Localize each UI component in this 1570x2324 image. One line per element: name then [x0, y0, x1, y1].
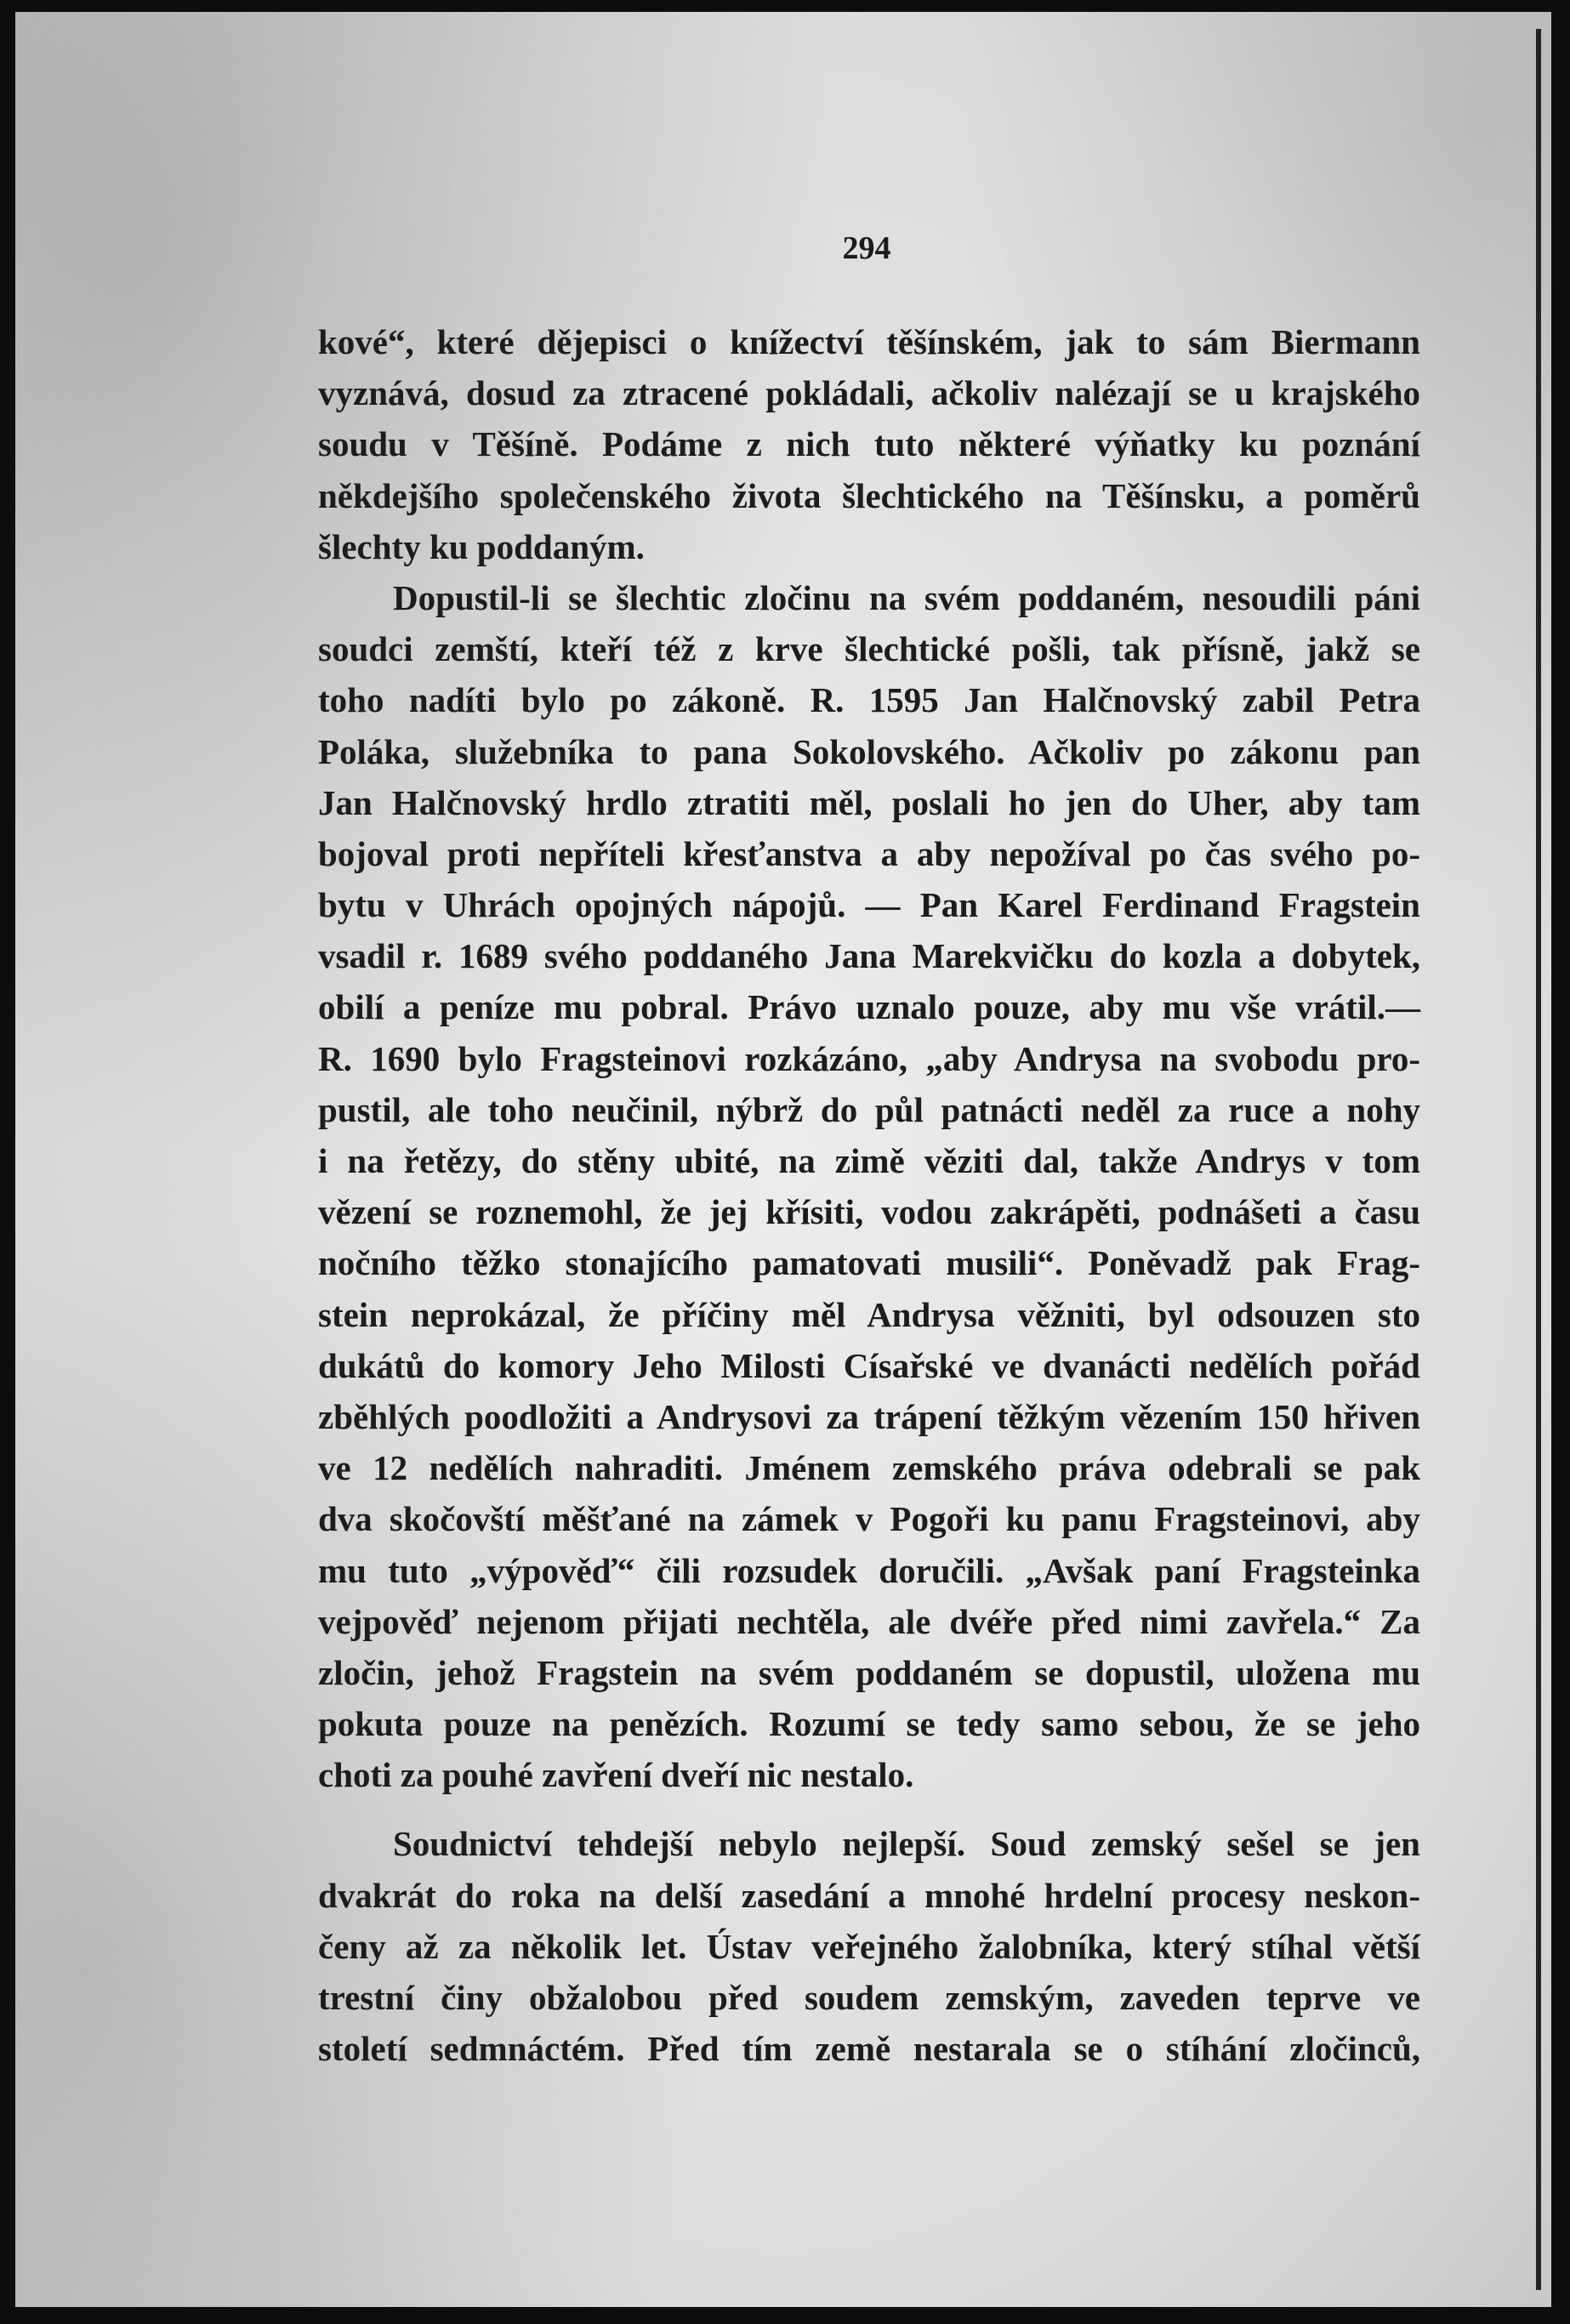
page-edge-shadow [1536, 29, 1541, 2290]
text-line: vejpověď nejenom přijati nechtěla, ale dvéře před nimi zavřela.“ Za [318, 1601, 1420, 1641]
text-line: vsadil r. 1689 svého poddaného Jana Marekvičku do kozla a dobytek, [318, 936, 1420, 976]
text-line: století sedmnáctém. Před tím země nestarala se o stíhání zločinců, [318, 2029, 1420, 2069]
text-line: Soudnictví tehdejší nebylo nejlepší. Soud zemský sešel se jen [393, 1824, 1420, 1864]
text-line: toho nadíti bylo po zákoně. R. 1595 Jan Halčnovský zabil Petra [318, 680, 1420, 720]
text-line: pustil, ale toho neučinil, nýbrž do půl patnácti neděl za ruce a nohy [318, 1089, 1420, 1129]
text-line: kové“, které dějepisci o knížectví těšínském, jak to sám Biermann [318, 322, 1420, 361]
text-line: dva skočovští měšťané na zámek v Pogoři ku panu Fragsteinovi, aby [318, 1499, 1420, 1539]
text-line: zločin, jehož Fragstein na svém poddaném se dopustil, uložena mu [318, 1652, 1420, 1692]
text-line: i na řetězy, do stěny ubité, na zimě věziti dal, takže Andrys v tom [318, 1141, 1420, 1180]
text-line: bytu v Uhrách opojných nápojů. — Pan Karel Ferdinand Fragstein [318, 885, 1420, 925]
body-text [318, 316, 1420, 2074]
text-line: Jan Halčnovský hrdlo ztratiti měl, poslali ho jen do Uher, aby tam [318, 782, 1420, 822]
paragraph [318, 572, 1420, 1801]
text-line: bojoval proti nepříteli křesťanstva a aby nepožíval po čas svého po- [318, 833, 1420, 873]
text-line: Poláka, služebníka to pana Sokolovského. Ačkoliv po zákonu pan [318, 731, 1420, 771]
text-line: soudu v Těšíně. Podáme z nich tuto některé výňatky ku poznání [318, 424, 1420, 464]
text-line: někdejšího společenského života šlechtického na Těšínsku, a poměrů [318, 475, 1420, 515]
paragraph [318, 316, 1420, 572]
text-line: mu tuto „výpověď“ čili rozsudek doručili. „Avšak paní Fragsteinka [318, 1550, 1420, 1590]
page-number: 294 [842, 230, 891, 266]
text-line: čeny až za několik let. Ústav veřejného žalobníka, který stíhal větší [318, 1926, 1420, 1966]
text-line: vyznává, dosud za ztracené pokládali, ačkoliv nalézají se u krajského [318, 373, 1420, 413]
text-line: vězení se roznemohl, že jej křísiti, vodou zakrápěti, podnášeti a času [318, 1192, 1420, 1232]
text-line: pokuta pouze na penězích. Rozumí se tedy samo sebou, že se jeho [318, 1704, 1420, 1744]
text-line: dukátů do komory Jeho Milosti Císařské ve dvanácti nedělích pořád [318, 1345, 1420, 1385]
text-line: nočního těžko stonajícího pamatovati musili“. Poněvadž pak Frag- [318, 1243, 1420, 1283]
text-line: trestní činy obžalobou před soudem zemským, zaveden teprve ve [318, 1978, 1420, 2017]
text-line: choti za pouhé zavření dveří nic nestalo. [318, 1755, 914, 1795]
text-line: šlechty ku poddaným. [318, 526, 645, 566]
text-line: R. 1690 bylo Fragsteinovi rozkázáno, „aby Andrysa na svobodu pro- [318, 1038, 1420, 1078]
text-line: zběhlých poodložiti a Andrysovi za trápení těžkým vězením 150 hřiven [318, 1396, 1420, 1436]
text-line: dvakrát do roka na delší zasedání a mnohé hrdelní procesy neskon- [318, 1875, 1420, 1915]
text-line: Dopustil-li se šlechtic zločinu na svém poddaném, nesoudili páni [393, 577, 1420, 617]
text-line: stein neprokázal, že příčiny měl Andrysa věžniti, byl odsouzen sto [318, 1294, 1420, 1334]
text-line: soudci zemští, kteří též z krve šlechtické pošli, tak přísně, jakž se [318, 629, 1420, 669]
paragraph [318, 1818, 1420, 2074]
text-line: ve 12 nedělích nahraditi. Jménem zemského práva odebrali se pak [318, 1448, 1420, 1488]
text-line: obilí a peníze mu pobral. Právo uznalo pouze, aby mu vše vrátil.— [318, 987, 1420, 1027]
